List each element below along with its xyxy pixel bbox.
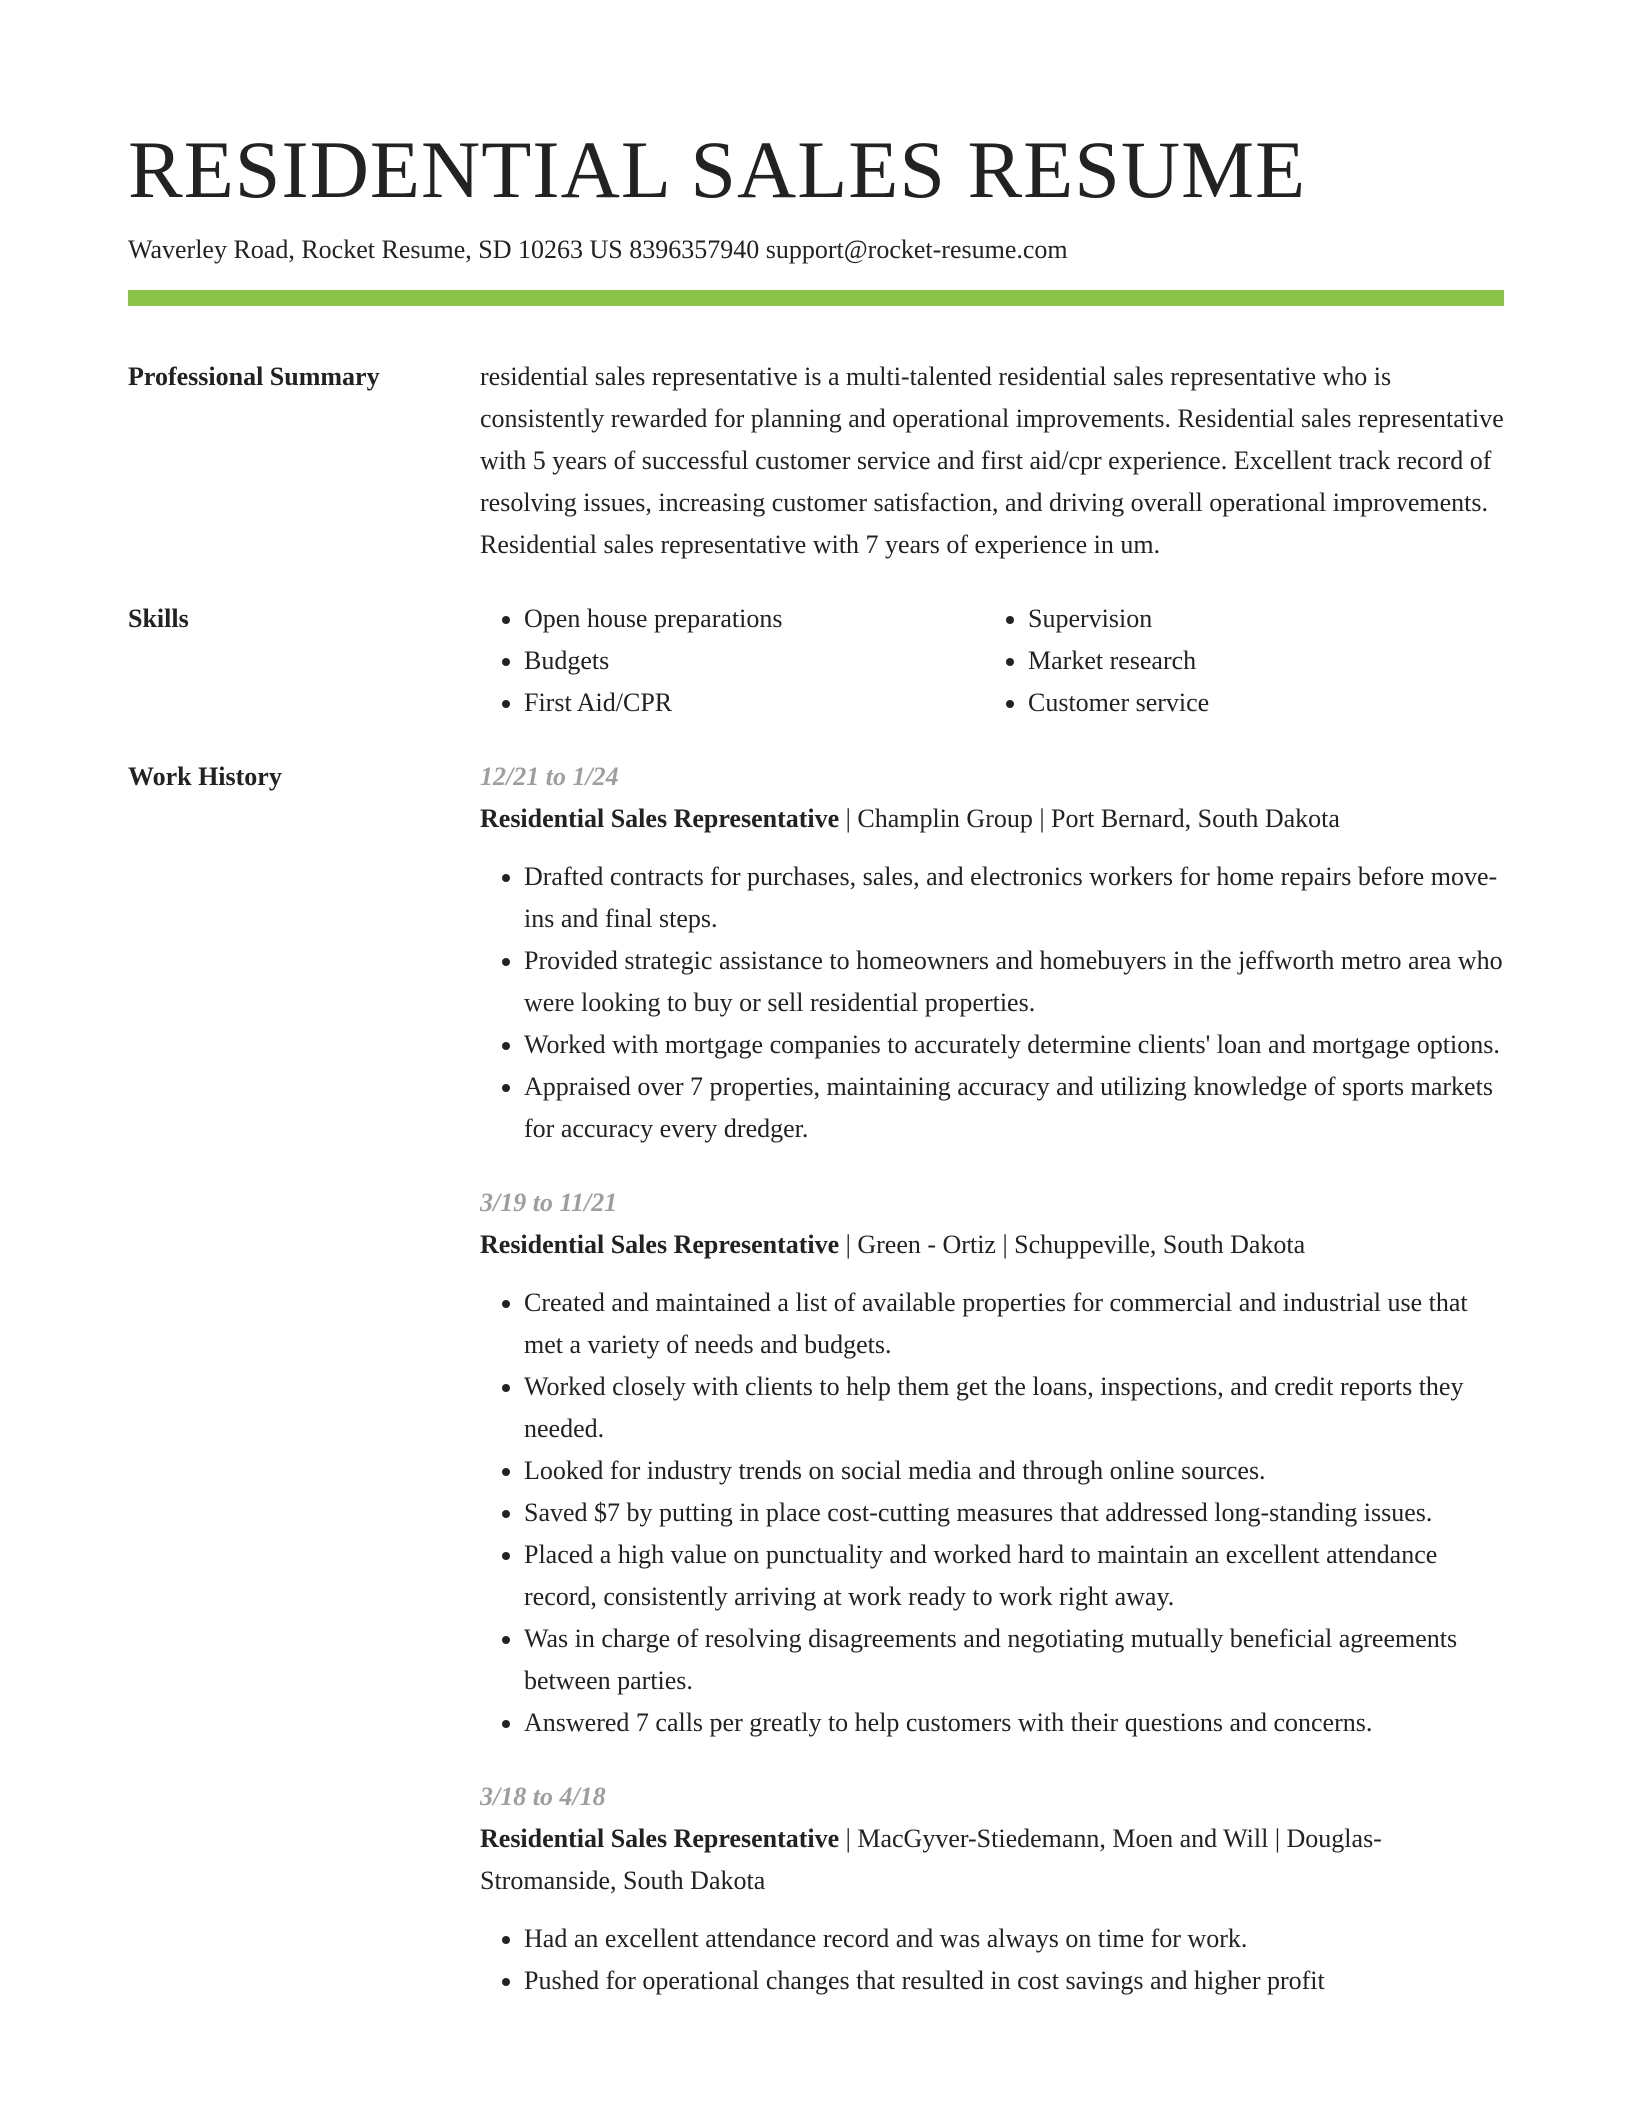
skills-column-right — [984, 598, 1488, 724]
summary-text: residential sales representative is a multi-talented residential sales representative who is consistently rewarded for planning and operational improvements. Residential sales representative with 5 years of successful customer service and first aid/cpr experience. Excellent track record of resolving issues, increasing customer satisfaction, and driving overall operational improvements. Residential sales representative with 7 years of experience in um. — [480, 362, 1504, 559]
job-dates: 3/19 to 11/21 — [480, 1188, 618, 1217]
job-title: Residential Sales Representative — [480, 1824, 840, 1853]
job-bullet: • Worked closely with clients to help them get the loans, inspections, and credit reports they needed. — [524, 1366, 1504, 1450]
job-bullet: • Had an excellent attendance record and was always on time for work. — [524, 1918, 1504, 1960]
job-header — [480, 1224, 1504, 1266]
job-bullet: • Saved $7 by putting in place cost-cutting measures that addressed long-standing issues. — [524, 1492, 1504, 1534]
work-history-label: Work History — [128, 762, 282, 791]
skills-column-left — [480, 598, 984, 724]
summary-section — [128, 356, 1504, 566]
job-entry — [480, 1182, 1504, 1744]
job-title: Residential Sales Representative — [480, 1230, 840, 1259]
job-bullet: • Provided strategic assistance to homeowners and homebuyers in the jeffworth metro area who were looking to buy or sell residential properties. — [524, 940, 1504, 1024]
job-bullet: • Appraised over 7 properties, maintaining accuracy and utilizing knowledge of sports markets for accuracy every dredger. — [524, 1066, 1504, 1150]
resume-title: RESIDENTIAL SALES RESUME — [128, 124, 1307, 215]
contact-info: Waverley Road, Rocket Resume, SD 10263 US 8396357940 support@rocket-resume.com — [128, 235, 1068, 264]
job-details: | Champlin Group | Port Bernard, South Dakota — [839, 804, 1340, 833]
job-bullet: • Pushed for operational changes that resulted in cost savings and higher profit — [524, 1960, 1504, 2002]
job-bullets — [480, 1282, 1504, 1744]
job-bullet: • Was in charge of resolving disagreements and negotiating mutually beneficial agreements between parties. — [524, 1618, 1504, 1702]
job-details: | MacGyver-Stiedemann, Moen and Will | Douglas-Stromanside, South Dakota — [480, 1824, 1382, 1895]
skill-item: • Open house preparations — [524, 598, 984, 640]
skill-item: • Supervision — [1028, 598, 1488, 640]
job-bullets — [480, 1918, 1504, 2002]
job-bullet: • Placed a high value on punctuality and worked hard to maintain an excellent attendance record, consistently arriving at work ready to work right away. — [524, 1534, 1504, 1618]
skills-list — [480, 598, 1504, 724]
skill-item: • Customer service — [1028, 682, 1488, 724]
skill-item: • Market research — [1028, 640, 1488, 682]
skills-label: Skills — [128, 604, 189, 633]
job-details: | Green - Ortiz | Schuppeville, South Dakota — [839, 1230, 1306, 1259]
job-dates: 12/21 to 1/24 — [480, 762, 619, 791]
job-bullet: • Created and maintained a list of available properties for commercial and industrial use that met a variety of needs and budgets. — [524, 1282, 1504, 1366]
job-entry — [480, 1776, 1504, 2002]
job-bullet: • Worked with mortgage companies to accurately determine clients' loan and mortgage options. — [524, 1024, 1504, 1066]
job-bullets — [480, 856, 1504, 1150]
job-header — [480, 1818, 1504, 1902]
summary-label: Professional Summary — [128, 362, 380, 391]
job-dates: 3/18 to 4/18 — [480, 1782, 606, 1811]
job-bullet: • Drafted contracts for purchases, sales, and electronics workers for home repairs before move-ins and final steps. — [524, 856, 1504, 940]
skill-item: • First Aid/CPR — [524, 682, 984, 724]
job-entry — [480, 756, 1504, 1150]
job-bullet: • Looked for industry trends on social media and through online sources. — [524, 1450, 1504, 1492]
work-history-section — [128, 756, 1504, 2002]
header-divider — [128, 290, 1504, 306]
skill-item: • Budgets — [524, 640, 984, 682]
skills-section — [128, 598, 1504, 724]
job-bullet: • Answered 7 calls per greatly to help customers with their questions and concerns. — [524, 1702, 1504, 1744]
job-title: Residential Sales Representative — [480, 804, 840, 833]
job-header — [480, 798, 1504, 840]
work-history-list — [480, 756, 1504, 2002]
